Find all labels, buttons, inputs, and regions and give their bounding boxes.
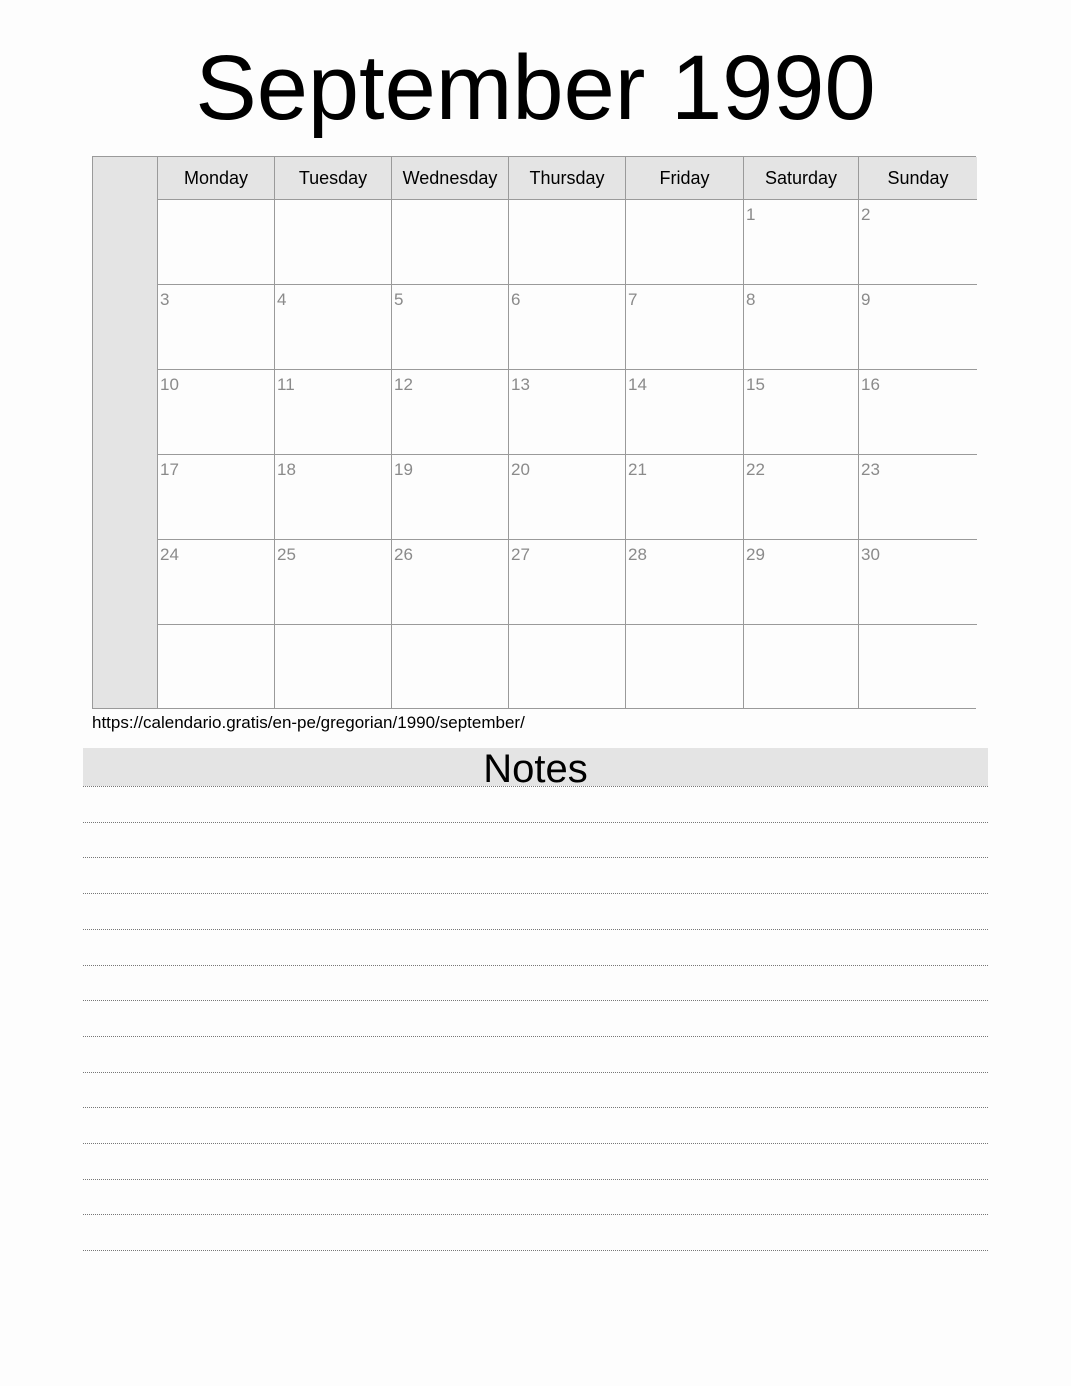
day-cell[interactable] — [626, 285, 744, 370]
day-cell[interactable] — [158, 200, 275, 285]
day-cell[interactable] — [744, 455, 859, 540]
day-cell[interactable] — [392, 625, 509, 708]
weekday-header: Wednesday — [392, 157, 509, 200]
day-cell[interactable] — [859, 200, 977, 285]
notes-line[interactable] — [83, 1036, 988, 1037]
day-cell[interactable] — [392, 455, 509, 540]
day-cell[interactable] — [859, 370, 977, 455]
day-cell[interactable] — [859, 455, 977, 540]
day-number: 17 — [160, 460, 179, 479]
notes-line[interactable] — [83, 1250, 988, 1251]
day-cell[interactable] — [744, 285, 859, 370]
day-cell[interactable] — [509, 285, 626, 370]
day-cell[interactable] — [275, 370, 392, 455]
notes-line[interactable] — [83, 1000, 988, 1001]
notes-line[interactable] — [83, 1179, 988, 1180]
day-number: 18 — [277, 460, 296, 479]
day-number: 2 — [861, 205, 871, 224]
day-number: 22 — [746, 460, 765, 479]
day-cell[interactable] — [744, 625, 859, 708]
notes-line[interactable] — [83, 965, 988, 966]
day-cell[interactable] — [509, 455, 626, 540]
day-number: 12 — [394, 375, 413, 394]
notes-line[interactable] — [83, 857, 988, 858]
day-number: 26 — [394, 545, 413, 564]
day-cell[interactable] — [509, 540, 626, 625]
notes-line[interactable] — [83, 1214, 988, 1215]
day-number: 8 — [746, 290, 756, 309]
day-cell[interactable] — [744, 200, 859, 285]
notes-line[interactable] — [83, 929, 988, 930]
day-number: 19 — [394, 460, 413, 479]
notes-line[interactable] — [83, 1107, 988, 1108]
day-cell[interactable] — [744, 370, 859, 455]
day-cell[interactable] — [744, 540, 859, 625]
day-cell[interactable] — [626, 200, 744, 285]
day-number: 11 — [277, 375, 295, 394]
day-number: 30 — [861, 545, 880, 564]
day-number: 13 — [511, 375, 530, 394]
weekday-header: Tuesday — [275, 157, 392, 200]
day-cell[interactable] — [859, 625, 977, 708]
day-number: 21 — [628, 460, 647, 479]
day-number: 24 — [160, 545, 179, 564]
day-cell[interactable] — [275, 285, 392, 370]
weekday-header: Sunday — [859, 157, 977, 200]
day-cell[interactable] — [509, 200, 626, 285]
day-cell[interactable] — [626, 625, 744, 708]
day-number: 3 — [160, 290, 170, 309]
day-number: 6 — [511, 290, 521, 309]
day-number: 5 — [394, 290, 404, 309]
day-cell[interactable] — [392, 370, 509, 455]
day-number: 25 — [277, 545, 296, 564]
weekday-header: Friday — [626, 157, 744, 200]
day-cell[interactable] — [859, 540, 977, 625]
day-number: 10 — [160, 375, 179, 394]
day-number: 16 — [861, 375, 880, 394]
calendar-days — [158, 157, 975, 708]
day-number: 23 — [861, 460, 880, 479]
day-cell[interactable] — [158, 625, 275, 708]
day-cell[interactable] — [275, 540, 392, 625]
notes-header: Notes — [83, 748, 988, 786]
day-number: 27 — [511, 545, 530, 564]
day-cell[interactable] — [158, 370, 275, 455]
day-cell[interactable] — [509, 370, 626, 455]
day-number: 15 — [746, 375, 765, 394]
day-cell[interactable] — [275, 455, 392, 540]
notes-line[interactable] — [83, 822, 988, 823]
day-number: 1 — [746, 205, 756, 224]
day-cell[interactable] — [158, 285, 275, 370]
notes-line[interactable] — [83, 1072, 988, 1073]
weekday-header: Saturday — [744, 157, 859, 200]
week-number-column — [93, 157, 158, 708]
day-cell[interactable] — [275, 625, 392, 708]
day-cell[interactable] — [158, 540, 275, 625]
day-number: 9 — [861, 290, 871, 309]
day-number: 7 — [628, 290, 638, 309]
day-cell[interactable] — [392, 540, 509, 625]
weekday-header: Thursday — [509, 157, 626, 200]
day-cell[interactable] — [392, 285, 509, 370]
day-number: 4 — [277, 290, 287, 309]
day-number: 28 — [628, 545, 647, 564]
calendar-grid — [92, 156, 976, 709]
day-cell[interactable] — [275, 200, 392, 285]
notes-line[interactable] — [83, 893, 988, 894]
day-cell[interactable] — [158, 455, 275, 540]
day-number: 29 — [746, 545, 765, 564]
day-cell[interactable] — [626, 370, 744, 455]
day-cell[interactable] — [509, 625, 626, 708]
weekday-header: Monday — [158, 157, 275, 200]
notes-line[interactable] — [83, 786, 988, 787]
notes-line[interactable] — [83, 1143, 988, 1144]
day-number: 20 — [511, 460, 530, 479]
day-cell[interactable] — [626, 540, 744, 625]
source-url[interactable]: https://calendario.gratis/en-pe/gregorian/1990/september/ — [92, 713, 525, 732]
day-number: 14 — [628, 375, 647, 394]
day-cell[interactable] — [859, 285, 977, 370]
day-cell[interactable] — [626, 455, 744, 540]
page-title: September 1990 — [195, 37, 876, 139]
day-cell[interactable] — [392, 200, 509, 285]
